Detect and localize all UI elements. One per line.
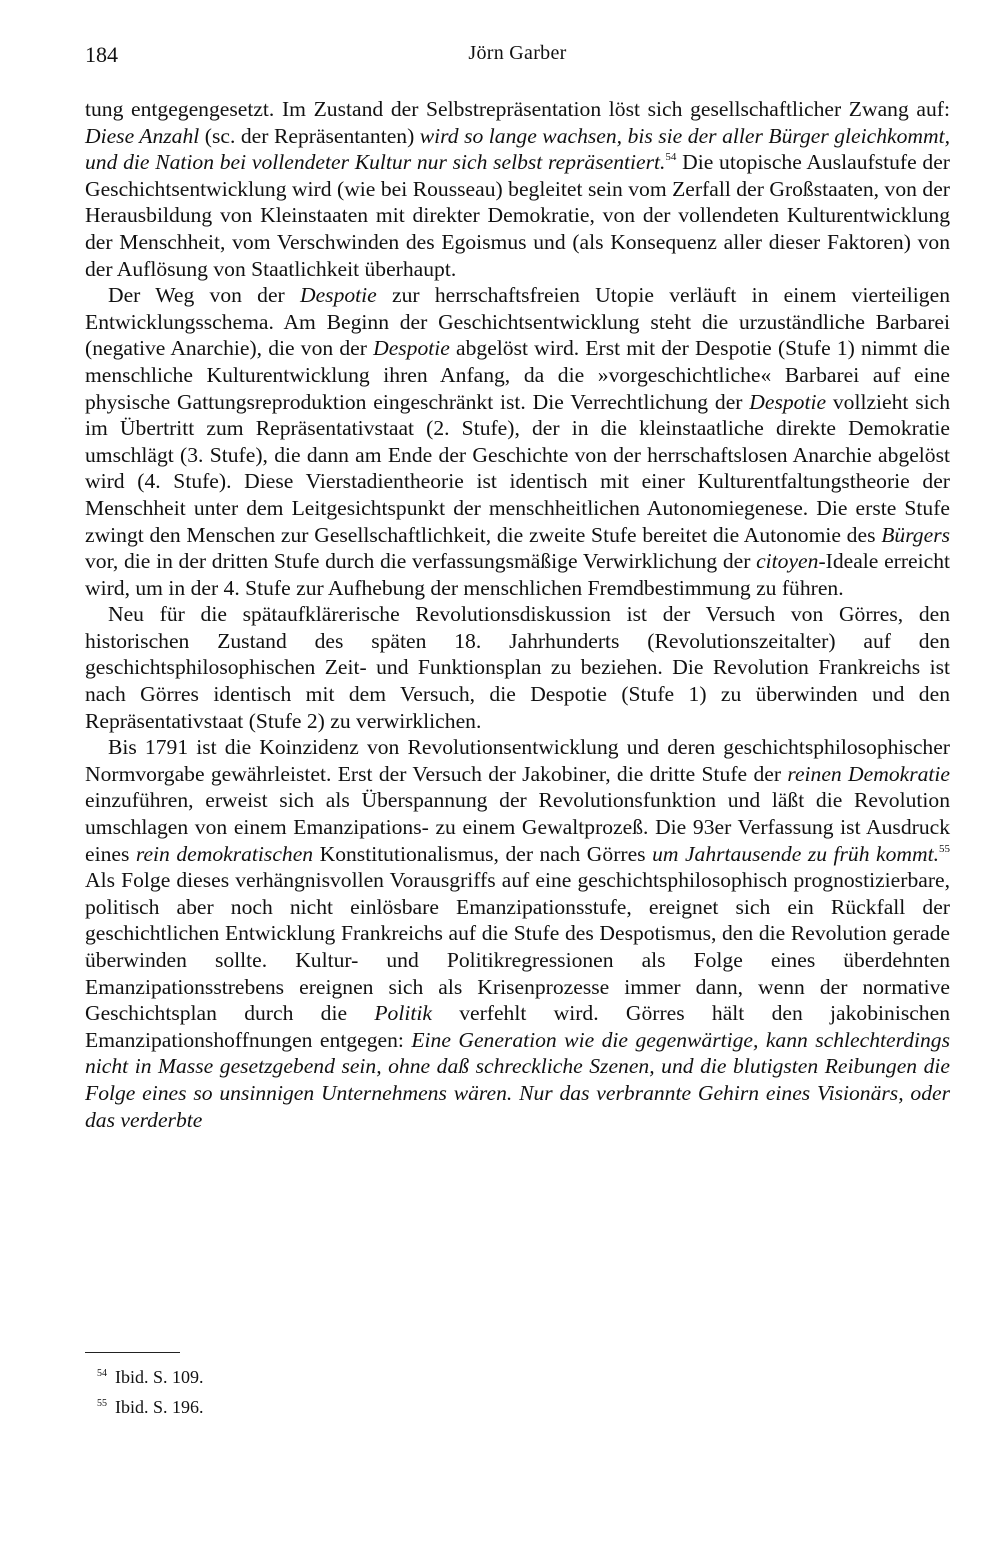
text-run: Konstitutionalismus, der nach Görres [313, 841, 653, 866]
text-run: zur herrschaftsfreien Utopie verläuft in einem vierteiligen Entwicklungsschema. Am Beginn der Geschichtsentwicklung steht die urzuständliche Barbarei (negative Anarchie), die von der [85, 283, 950, 361]
footnote [85, 1393, 950, 1421]
italic-text: rein demokratischen [135, 841, 314, 866]
text-run: einzuführen, erweist sich als Überspannung der Revolutionsfunktion und läßt die Revolution umschlagen von einem Emanzipations- zu einem Gewaltprozeß. Die 93er Verfassung ist Ausdruck eines [85, 788, 950, 866]
italic-text: citoyen [756, 549, 819, 574]
paragraph [85, 734, 950, 1133]
italic-text: um Jahrtausende zu früh kommt. [652, 841, 939, 866]
italic-text: Eine Generation wie die gegenwärtige, kann schlechterdings nicht in Masse gesetzgebend sein, ohne daß schreckliche Szenen, und die blutigsten Reibungen die Folge eines so unsinnigen Unternehmens wären. Nur das verbrannte Gehirn eines Visionärs, oder das verderbte [85, 1027, 950, 1132]
footnote [85, 1363, 950, 1391]
footnote-number: 55 [97, 1398, 107, 1409]
paragraph [85, 96, 950, 282]
text-run: tung entgegengesetzt. Im Zustand der Selbstrepräsentation löst sich gesellschaftlicher Zwang auf: [85, 97, 950, 121]
text-run: Bis 1791 ist die Koinzidenz von Revolutionsentwicklung und deren geschichtsphilosophischer Normvorgabe gewährleistet. Erst der Versuch der Jakobiner, die dritte Stufe der [85, 735, 950, 786]
italic-text: reinen Demokratie [787, 761, 950, 786]
body-text [85, 96, 950, 1133]
running-head: Jörn Garber [468, 42, 567, 64]
italic-text: Despotie [373, 336, 450, 361]
text-run: (sc. der Repräsentanten) [199, 123, 420, 148]
italic-text: wird so lange wachsen, bis sie der aller Bürger gleichkommt, und die Nation bei vollendeter Kultur nur sich selbst repräsentiert. [85, 123, 950, 175]
italic-text: Bürgers [881, 522, 950, 547]
footnotes [85, 1352, 950, 1423]
text-run: Der Weg von der [108, 283, 300, 308]
text-run: verfehlt wird. Görres hält den jakobinischen Emanzipationshoffnungen entgegen: [85, 1001, 950, 1052]
text-run: Als Folge dieses verhängnisvollen Vorausgriffs auf eine geschichtsphilosophisch prognostizierbare, politisch aber noch nicht einlösbare Emanzipationsstufe, ereignet sich ein Rückfall der geschichtlichen Entwicklung Frankreichs auf die Stufe des Despotismus, den die Revolution gerade überwinden sollte. Kultur- und Politikregressionen als Folge eines überdehnten Emanzipationsstrebens ereignen sich als Krisenprozesse immer dann, wenn der normative Geschichtsplan durch die [85, 868, 950, 1026]
paragraph [85, 282, 950, 601]
paragraph [85, 601, 950, 734]
footnote-text: Ibid. S. 196. [115, 1397, 204, 1417]
italic-text: Despotie [300, 283, 377, 308]
text-run: vollzieht sich im Übertritt zum Repräsentativstaat (2. Stufe), der in die kleinstaatliche direkte Demokratie umschlägt (3. Stufe), die dann am Ende der Geschichte von der herrschaftslosen Anarchie abgelöst wird (4. Stufe). Diese Vierstadientheorie ist identisch mit einer Kulturentfaltungstheorie der Menschheit unter dem Leitgesichtspunkt der menschheitlichen Autonomiegenese. Die erste Stufe zwingt den Menschen zur Gesellschaftlichkeit, die zweite Stufe bereitet die Autonomie des [85, 389, 950, 547]
text-run: -Ideale erreicht wird, um in der 4. Stufe zur Aufhebung der menschlichen Fremdbestimmung zu führen. [85, 549, 950, 600]
text-run: vor, die in der dritten Stufe durch die verfassungsmäßige Verwirklichung der [85, 549, 757, 574]
footnote-reference: 55 [939, 842, 950, 855]
footnote-number: 54 [97, 1368, 107, 1379]
italic-text: Despotie [749, 389, 827, 414]
text-run: Die utopische Auslaufstufe der Geschichtsentwicklung wird (wie bei Rousseau) begleitet sein vom Zerfall der Großstaaten, von der Herausbildung von Kleinstaaten mit direkter Demokratie, von der vollendeten Kulturentwicklung der Menschheit, vom Verschwinden des Egoismus und (als Konsequenz aller dieser Faktoren) von der Auflösung von Staatlichkeit überhaupt. [85, 150, 950, 281]
footnote-reference: 54 [665, 151, 677, 164]
italic-text: Politik [374, 1001, 432, 1026]
footnote-divider [85, 1352, 180, 1353]
footnote-text: Ibid. S. 109. [115, 1367, 204, 1387]
page-number: 184 [85, 42, 118, 67]
italic-text: Diese Anzahl [85, 123, 200, 148]
page-header [85, 42, 950, 82]
text-run: abgelöst wird. Erst mit der Despotie (Stufe 1) nimmt die menschliche Kulturentwicklung ihren Anfang, da die »vorgeschichtliche« Barbarei auf eine physische Gattungsreproduktion eingeschränkt ist. Die Verrechtlichung der [85, 336, 950, 414]
text-run: Neu für die spätaufklärerische Revolutionsdiskussion ist der Versuch von Görres, den historischen Zustand des späten 18. Jahrhunderts (Revolutionszeitalter) auf den geschichtsphilosophischen Zeit- und Funktionsplan zu beziehen. Die Revolution Frankreichs ist nach Görres identisch mit dem Versuch, die Despotie (Stufe 1) zu überwinden und den Repräsentativstaat (Stufe 2) zu verwirklichen. [85, 602, 950, 733]
